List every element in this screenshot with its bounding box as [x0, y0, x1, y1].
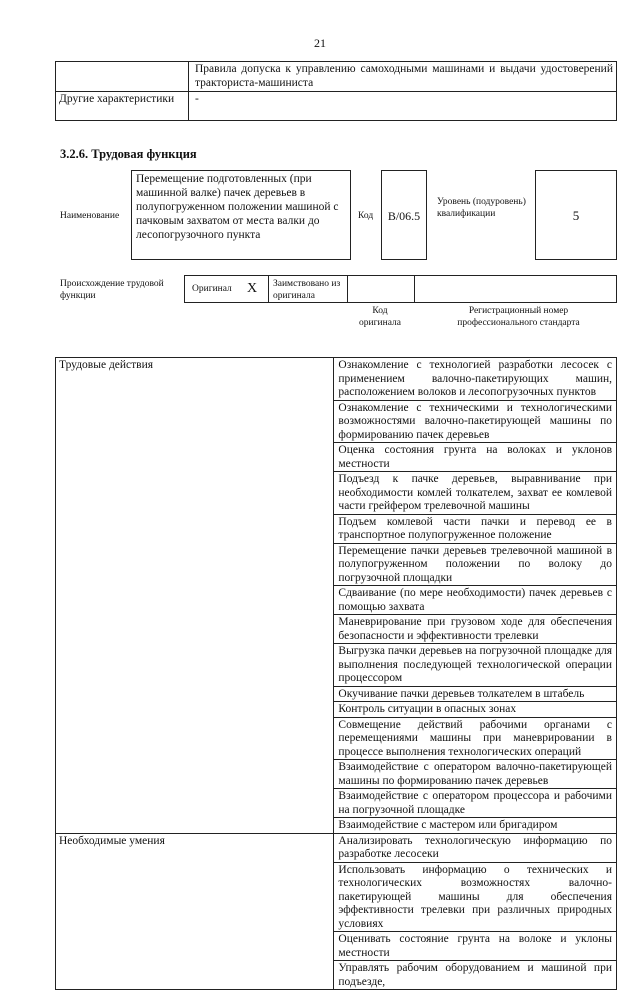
- list-item: Ознакомление с техническими и технологическими возможностями валочно-пакетирующей машины по формированию пачек деревьев: [334, 400, 617, 443]
- borrowed-label: Заимствовано из оригинала: [273, 279, 341, 301]
- labor-function-table: [55, 357, 617, 990]
- function-name: Перемещение подготовленных (при машинной валке) пачек деревьев в полупогруженном положении машиной с пачковым захватом от места валки до лесопогрузочного пункта: [131, 170, 351, 260]
- origin-table: [184, 275, 617, 303]
- list-item: Перемещение пачки деревьев трелевочной машиной в полупогруженном положении по волоку до погрузочной площадки: [334, 543, 617, 586]
- page-number: 21: [314, 36, 326, 50]
- list-item: Совмещение действий рабочими органами с перемещениями машины при маневрировании в процессе выполнения технологических операций: [334, 717, 617, 760]
- code-label: Код: [358, 211, 374, 221]
- registration-caption: Регистрационный номер профессионального стандарта: [457, 306, 580, 328]
- table-row: [56, 92, 617, 121]
- qualification-level: 5: [535, 170, 617, 260]
- list-item: Выгрузка пачки деревьев на погрузочной площадке для выполнения последующей технологической операции процессором: [334, 644, 617, 687]
- row-label: Другие характеристики: [56, 92, 189, 121]
- list-item: Подъем комлевой части пачки и перевод ее в транспортное полупогруженное положение: [334, 514, 617, 543]
- list-item: Взаимодействие с оператором процессора и рабочими на погрузочной площадке: [334, 789, 617, 818]
- list-item: Взаимодействие с мастером или бригадиром: [334, 818, 617, 834]
- section-heading: 3.2.6. Трудовая функция: [60, 147, 197, 161]
- list-item: Окучивание пачки деревьев толкателем в штабель: [334, 686, 617, 702]
- row-label: [56, 62, 189, 92]
- list-item: Оценка состояния грунта на волоках и уклонов местности: [334, 443, 617, 472]
- origin-label: Происхождение трудовой функции: [60, 279, 164, 301]
- row-value: -: [189, 92, 617, 121]
- list-item: Анализировать технологическую информацию по разработке лесосеки: [334, 833, 617, 862]
- function-code: В/06.5: [381, 170, 427, 260]
- code-caption: Код оригинала: [359, 306, 401, 328]
- table-row: [56, 833, 617, 862]
- qualification-requirements-table: [55, 61, 617, 121]
- list-item: Взаимодействие с оператором валочно-пакетирующей машины по формированию пачек деревьев: [334, 760, 617, 789]
- original-mark: X: [247, 281, 258, 296]
- list-item: Контроль ситуации в опасных зонах: [334, 702, 617, 718]
- labor-actions-label: Трудовые действия: [56, 358, 334, 834]
- row-value: Правила допуска к управлению самоходными машинами и выдачи удостоверений тракториста-машиниста: [189, 62, 617, 92]
- list-item: Управлять рабочим оборудованием и машиной при подъезде,: [334, 961, 617, 990]
- list-item: Ознакомление с технологией разработки лесосек с применением валочно-пакетирующих машин, расположением волоков и лесопогрузочных пунктов: [334, 358, 617, 401]
- divider: [414, 276, 415, 302]
- name-label: Наименование: [60, 211, 120, 221]
- list-item: Использовать информацию о технических и технологических возможностях валочно-пакетирующей машины для обеспечения эффективности трелевки при различных природных условиях: [334, 862, 617, 932]
- original-label: Оригинал: [192, 284, 232, 294]
- divider: [347, 276, 348, 302]
- list-item: Маневрирование при грузовом ходе для обеспечения безопасности и эффективности трелевки: [334, 615, 617, 644]
- divider: [268, 276, 269, 302]
- list-item: Сдваивание (по мере необходимости) пачек деревьев с помощью захвата: [334, 586, 617, 615]
- list-item: Оценивать состояние грунта на волоке и уклоны местности: [334, 932, 617, 961]
- list-item: Подъезд к пачке деревьев, выравнивание при необходимости комлей толкателем, захват ее комлевой части грейфером трелевочной машины: [334, 472, 617, 515]
- table-row: [56, 358, 617, 401]
- table-row: [56, 62, 617, 92]
- skills-label: Необходимые умения: [56, 833, 334, 990]
- level-label: Уровень (подуровень) квалификации: [437, 197, 526, 219]
